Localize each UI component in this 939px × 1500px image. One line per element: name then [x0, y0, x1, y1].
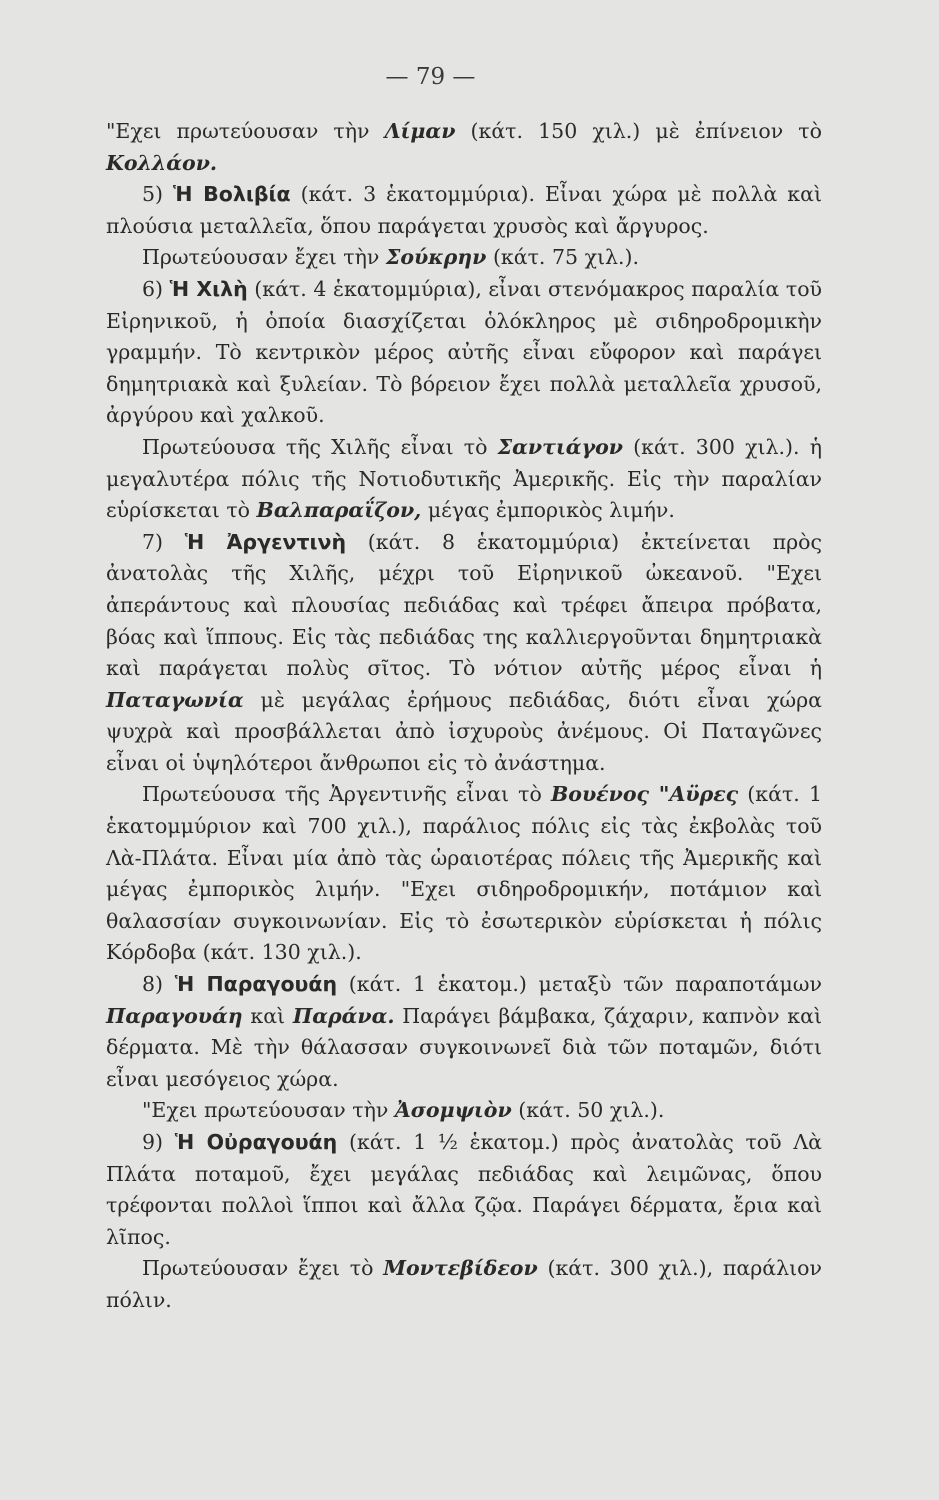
place-name: Παταγωνία — [106, 687, 244, 712]
place-name: Βαλπαραΐζον, — [256, 498, 422, 523]
text-run: Πρωτεύουσαν ἔχει τὴν — [142, 245, 386, 270]
paragraph — [106, 969, 822, 1095]
country-heading: Ἡ Χιλὴ — [169, 276, 248, 301]
country-heading: Ἡ Παραγουάη — [174, 972, 338, 997]
paragraph — [106, 116, 822, 179]
text-run: (κάτ. 300 χιλ.). ἡ μεγαλυτέρα πόλις τῆς Νοτιοδυτικῆς Ἀμερικῆς. Εἰς τὴν παραλίαν εὑρίσκεται τὸ — [106, 434, 822, 523]
text-run: 8) — [142, 972, 175, 997]
body-text — [106, 116, 822, 1317]
text-run: (κάτ. 1 ἑκατομ.) μεταξὺ τῶν παραποτάμων — [337, 972, 822, 997]
text-run: (κάτ. 8 ἑκατομμύρια) ἐκτείνεται πρὸς ἀνατολὰς τῆς Χιλῆς, μέχρι τοῦ Εἰρηνικοῦ ὠκεανοῦ. "Εχει ἀπεράντους καὶ πλουσίας πεδιάδας καὶ τρέφει ἄπειρα πρόβατα, βόας καὶ ἵππους. Εἰς τὰς πεδιάδας της καλλιεργοῦνται δημητριακὰ καὶ παράγεται πολὺς σῖτος. Τὸ νότιον αὐτῆς μέρος εἶναι ἡ — [106, 529, 822, 681]
place-name: Σαντιάγον — [497, 434, 624, 459]
place-name: Ἀσομψιὸν — [394, 1098, 512, 1123]
paragraph — [106, 179, 822, 242]
text-run: (κάτ. 50 χιλ.). — [511, 1098, 665, 1123]
text-run: 5) — [142, 182, 174, 207]
text-run: 9) — [142, 1130, 175, 1154]
paragraph — [106, 1095, 822, 1127]
country-heading: Ἡ Οὐραγουάη — [174, 1130, 338, 1154]
paragraph — [106, 779, 822, 969]
place-name: Κολλάον. — [106, 150, 218, 175]
paragraph — [106, 242, 822, 274]
place-name: Σούκρην — [385, 245, 487, 270]
place-name: Παραγουάη — [106, 1003, 243, 1028]
country-heading: Ἡ Ἀργεντινὴ — [184, 529, 347, 554]
text-run: (κάτ. 1 ½ ἑκατομ.) πρὸς ἀνατολὰς τοῦ Λὰ Πλάτα ποταμοῦ, ἔχει μεγάλας πεδιάδας καὶ λειμῶνας, ὅπου τρέφονται πολλοὶ ἵπποι καὶ ἄλλα ζῷα. Παράγει δέρματα, ἔρια καὶ λῖπος. — [106, 1130, 822, 1249]
text-run: "Εχει πρωτεύουσαν τὴν — [142, 1098, 395, 1123]
paragraph — [106, 432, 822, 527]
text-run: Πρωτεύουσαν ἔχει τὸ — [142, 1256, 384, 1281]
page-number: — 79 — — [385, 64, 476, 90]
place-name: Βουένος "Αϋρες — [550, 782, 739, 807]
country-heading: Ἡ Βολιβία — [173, 182, 291, 207]
text-run: (κάτ. 75 χιλ.). — [486, 245, 640, 270]
place-name: Παράνα. — [292, 1003, 395, 1028]
paragraph — [106, 274, 822, 432]
paragraph — [106, 1127, 822, 1253]
text-run: (κάτ. 1 ἑκατομμύριον καὶ 700 χιλ.), παράλιος πόλις εἰς τὰς ἐκβολὰς τοῦ Λὰ-Πλάτα. Εἶναι μία ἀπὸ τὰς ὡραιοτέρας πόλεις τῆς Ἀμερικῆς καὶ μέγας ἐμπορικὸς λιμήν. "Εχει σιδηροδρομικήν, ποτάμιον καὶ θαλασσίαν συγκοινωνίαν. Εἰς τὸ ἐσωτερικὸν εὑρίσκεται ἡ πόλις Κόρδοβα (κάτ. 130 χιλ.). — [106, 782, 822, 965]
text-run: καὶ — [242, 1003, 293, 1028]
place-name: Λίμαν — [384, 119, 456, 143]
text-run: Παράγει βάμβακα, ζάχαριν, καπνὸν καὶ δέρματα. Μὲ τὴν θάλασσαν συγκοινωνεῖ διὰ τῶν ποταμῶν, διότι εἶναι μεσόγειος χώρα. — [106, 1003, 823, 1091]
text-run: (κάτ. 300 χιλ.), παράλιον πόλιν. — [106, 1256, 822, 1312]
text-run: μὲ μεγάλας ἐρήμους πεδιάδας, διότι εἶναι χώρα ψυχρὰ καὶ προσβάλλεται ἀπὸ ἰσχυροὺς ἀνέμους. Οἱ Παταγῶνες εἶναι οἱ ὑψηλότεροι ἄνθρωποι εἰς τὸ ἀνάστημα. — [106, 687, 822, 775]
text-run: (κάτ. 3 ἑκατομμύρια). Εἶναι χώρα μὲ πολλὰ καὶ πλούσια μεταλλεῖα, ὅπου παράγεται χρυσὸς καὶ ἄργυρος. — [106, 182, 822, 238]
paragraph — [106, 527, 822, 780]
text-run: Πρωτεύουσα τῆς Ἀργεντινῆς εἶναι τὸ — [142, 782, 551, 807]
text-run: 6) — [142, 276, 170, 301]
text-run: 7) — [142, 529, 185, 554]
text-run: "Εχει πρωτεύουσαν τὴν — [106, 119, 385, 143]
place-name: Μοντεβίδεον — [383, 1256, 538, 1281]
text-run: (κάτ. 4 ἑκατομμύρια), εἶναι στενόμακρος παραλία τοῦ Εἰρηνικοῦ, ἡ ὁποία διασχίζεται ὁλόκληρος μὲ σιδηροδρομικὴν γραμμήν. Τὸ κεντρικὸν μέρος αὐτῆς εἶναι εὔφορον καὶ παράγει δημητριακὰ καὶ ξυλείαν. Τὸ βόρειον ἔχει πολλὰ μεταλλεῖα χρυσοῦ, ἀργύρου καὶ χαλκοῦ. — [106, 276, 822, 428]
paragraph — [106, 1253, 822, 1316]
text-run: μέγας ἐμπορικὸς λιμήν. — [421, 498, 675, 523]
text-run: Πρωτεύουσα τῆς Χιλῆς εἶναι τὸ — [142, 434, 498, 459]
text-run: (κάτ. 150 χιλ.) μὲ ἐπίνειον τὸ — [455, 119, 822, 143]
